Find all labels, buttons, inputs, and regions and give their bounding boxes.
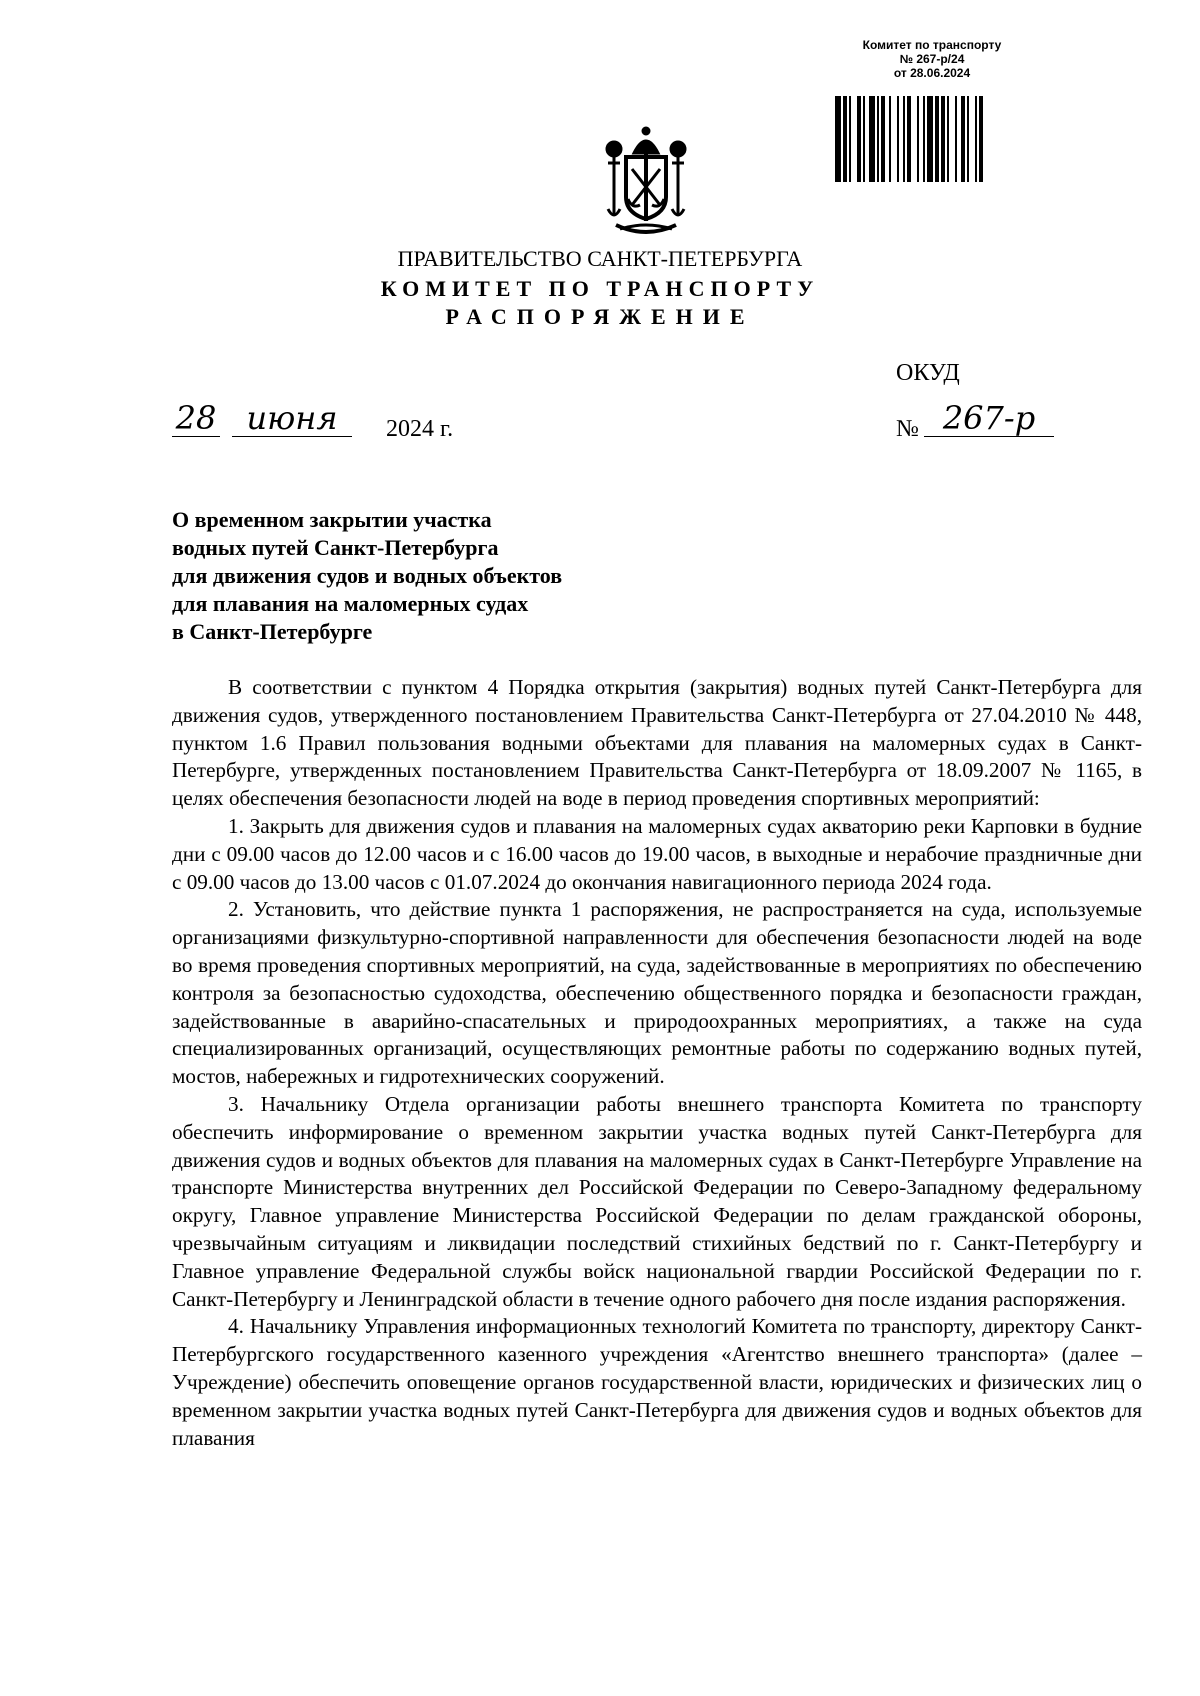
- subject-line: для плавания на маломерных судах: [172, 591, 529, 616]
- registration-stamp: [832, 38, 1032, 80]
- subject-line: водных путей Санкт-Петербурга: [172, 535, 499, 560]
- document-type-title: РАСПОРЯЖЕНИЕ: [445, 304, 755, 329]
- government-title: ПРАВИТЕЛЬСТВО САНКТ-ПЕТЕРБУРГА: [397, 246, 803, 271]
- document-subject: [172, 506, 562, 646]
- clause-paragraph: 4. Начальнику Управления информационных технологий Комитета по транспорту, директору Санкт-Петербургского государственного казенного учреждения «Агентство внешнего транспорта» (далее – Учреждение) обеспечить оповещение органов государственной власти, юридических и физических лиц о временном закрытии участка водных путей Санкт-Петербурга для движения судов и водных объектов для плавания: [172, 1314, 1142, 1450]
- stamp-line: от 28.06.2024: [893, 66, 971, 80]
- coat-of-arms-emblem: [596, 125, 696, 237]
- date-day: 28: [172, 400, 220, 437]
- subject-line: для движения судов и водных объектов: [172, 563, 563, 588]
- barcode: [835, 96, 1039, 182]
- subject-line: О временном закрытии участка: [172, 507, 492, 532]
- clause-paragraph: 1. Закрыть для движения судов и плавания на маломерных судах акваторию реки Карповки в будние дни с 09.00 часов до 12.00 часов и с 16.00 часов до 19.00 часов, в выходные и нерабочие праздничные дни с 09.00 часов до 13.00 часов с 01.07.2024 до окончания навигационного периода 2024 года.: [172, 813, 1142, 894]
- number-sign: №: [896, 416, 919, 442]
- clause-paragraph: 3. Начальнику Отдела организации работы внешнего транспорта Комитета по транспорту обеспечить информирование о временном закрытии участка водных путей Санкт-Петербурга для движения судов и водных объектов для плавания на маломерных судах в Санкт-Петербурге Управление на транспорте Министерства внутренних дел Российской Федерации по Северо-Западному федеральному округу, Главное управление Министерства Российской Федерации по делам гражданской обороны, чрезвычайным ситуациям и ликвидации последствий стихийных бедствий по г. Санкт-Петербургу и Главное управление Федеральной службы войск национальной гвардии Российской Федерации по г. Санкт-Петербургу и Ленинградской области в течение одного рабочего дня после издания распоряжения.: [172, 1091, 1142, 1311]
- number-value: 267-р: [924, 400, 1054, 437]
- date-month: июня: [232, 400, 352, 437]
- committee-title: КОМИТЕТ ПО ТРАНСПОРТУ: [380, 276, 820, 301]
- date-year: 2024 г.: [386, 416, 454, 442]
- stamp-line: Комитет по транспорту: [862, 38, 1002, 52]
- stamp-line: № 267-р/24: [899, 52, 965, 66]
- document-body: [172, 674, 1142, 1452]
- preamble-paragraph: В соответствии с пунктом 4 Порядка открытия (закрытия) водных путей Санкт-Петербурга для движения судов, утвержденного постановлением Правительства Санкт-Петербурга от 27.04.2010 № 448, пунктом 1.6 Правил пользования водными объектами для плавания на маломерных судах в Санкт-Петербурге, утвержденных постановлением Правительства Санкт-Петербурга от 18.09.2007 № 1165, в целях обеспечения безопасности людей на воде в период проведения спортивных мероприятий:: [172, 675, 1142, 811]
- subject-line: в Санкт-Петербурге: [172, 619, 373, 644]
- okud-label: ОКУД: [896, 360, 960, 386]
- clause-paragraph: 2. Установить, что действие пункта 1 распоряжения, не распространяется на суда, используемые организациями физкультурно-спортивной направленности для обеспечения безопасности людей на воде во время проведения спортивных мероприятий, на суда, задействованные в мероприятиях по обеспечению контроля за безопасностью судоходства, обеспечению общественного порядка и безопасности граждан, задействованные в аварийно-спасательных и природоохранных мероприятиях, а также на суда специализированных организаций, осуществляющих ремонтные работы по содержанию водных путей, мостов, набережных и гидротехнических сооружений.: [172, 897, 1142, 1089]
